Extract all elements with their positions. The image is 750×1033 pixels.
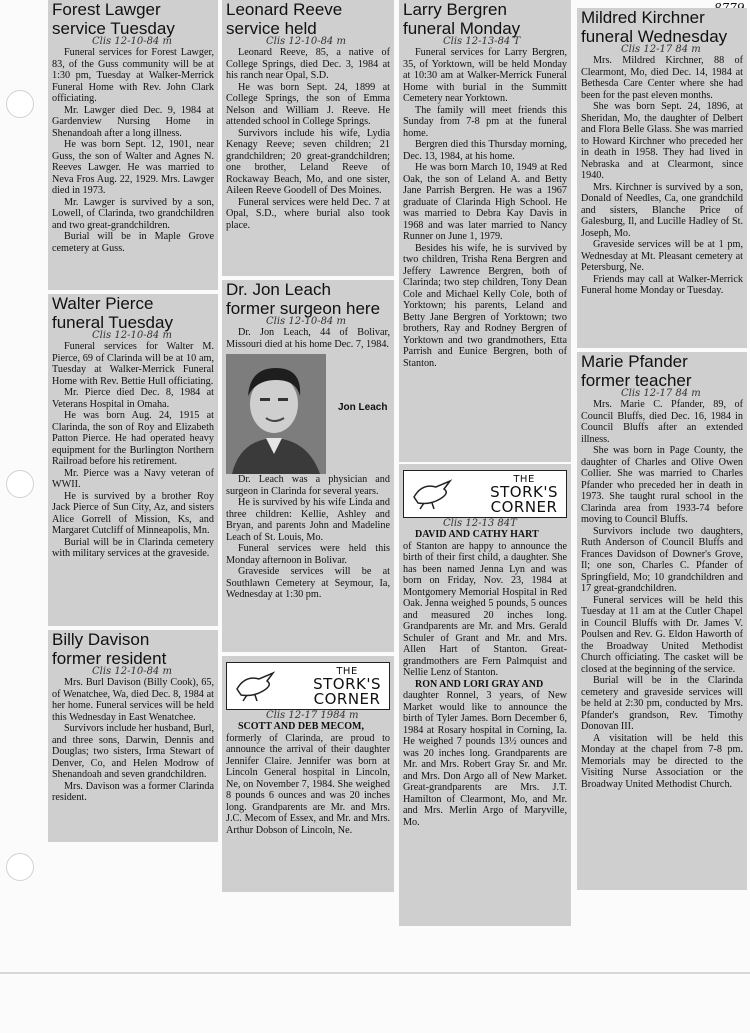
handwritten-date: Clis 12-13 84T [443,518,517,529]
headline: Larry Bergren [403,0,507,19]
paragraph: Mrs. Davison was a former Clarinda resident. [52,780,214,803]
handwritten-date: Clis 12-17 84 m [621,388,701,399]
paragraph: He is survived by a brother Roy Jack Pierce of Sun City, Az, and sisters Alice Gorrell of Mission, Ks, and Margaret Cutcliff of Minneapolis, Mn. [52,490,214,536]
paragraph: Leonard Reeve, 85, a native of College Springs, died Dec. 3, 1984 at his ranch near Opal, S.D. [226,47,390,81]
paragraph: Graveside services will be at Southlawn Cemetery at Seymour, Ia, Wednesday at 1:30 pm. [226,566,390,600]
handwritten-date: Clis 12-13-84 T [443,36,521,47]
article-body [52,47,214,254]
headline: former surgeon here [226,299,381,318]
article-body [52,677,214,804]
stork-icon [410,477,456,511]
clipping-pierce [48,294,218,626]
paragraph: Besides his wife, he is survived by two children, Trisha Rena Bergren and Jeffery Lawrence Bergren, both of Clarinda; two step children, Tony Dean Cole and Michael Kelly Cole, both of Yorktown; his parents, Leland and Betty Jane Bergren of Yorktown; two brothers, Ray and Rodney Bergren of Yorktown and two grandmothers, Etta Parrish and Eunice Bergren, both of Stanton. [403,242,567,369]
banner-title [313,666,381,707]
banner-line: THE [513,474,535,485]
photo-caption: Jon Leach [338,402,388,413]
paragraph: He was born March 10, 1949 at Red Oak, the son of Leland A. and Betty Jane Parrish Bergren. He was a 1967 graduate of Clarinda High School. He was married to Debra Kay Davis in 1968 and was later married to Nancy Runner on June 1, 1979. [403,162,567,242]
paragraph: She was born in Page County, the daughter of Charles and Olive Owen Collier. She was married to Charles Pfander who preceded her in death in 1973. She taught rural school in the Clarinda area from 1933-74 before moving to Council Bluffs. [581,445,743,525]
banner-line: CORNER [313,690,381,708]
paragraph: Funeral services for Forest Lawger, 83, of the Guss community will be at 1:30 pm, Tuesday at Walker-Merrick Funeral Home with Rev. John Clark officiating. [52,47,214,104]
clipping-leach [222,280,394,652]
headline: service Tuesday [52,19,175,38]
clipping-stork-hart-gray [399,464,571,926]
handwritten-date: Clis 12-10-84 m [92,666,172,677]
clipping-lawger [48,0,218,290]
headline: funeral Tuesday [52,313,173,332]
paragraph: A visitation will be held this Monday at the chapel from 7-8 pm. Memorials may be directed to the Visiting Nurse Association or the Broadway United Methodist Church. [581,732,743,790]
clipping-davison [48,630,218,842]
paragraph: He is survived by his wife Linda and three children: Kellie, Ashley and Bryan, and parents John and Madeline Leach of St. Louis, Mo. [226,497,390,543]
announcement-lead: RON AND LORI GRAY AND [415,678,544,690]
article-body [226,474,390,601]
paragraph: Survivors include her husband, Burl, and three sons, Darwin, Dennis and Douglas; two sisters, Irma Stewart of Denver, Co, and Helen Modrow of Shenandoah and seven grandchildren. [52,723,214,780]
headline: Billy Davison [52,630,150,649]
article-body [226,47,390,231]
paragraph: Burial will be in Clarinda cemetery with military services at the graveside. [52,536,214,559]
binder-hole [6,853,34,881]
stork-icon [233,669,279,703]
paragraph: The family will meet friends this Sunday from 7-8 pm at the funeral home. [403,104,567,139]
headline: Forest Lawger [52,0,161,19]
paragraph [403,529,567,541]
paragraph: Mrs. Burl Davison (Billy Cook), 65, of Wenatchee, Wa, died Dec. 8, 1984 at her home. Funeral services will be held this Wednesday in East Wenatchee. [52,677,214,723]
paragraph: Funeral services for Walter M. Pierce, 69 of Clarinda will be at 10 am, Tuesday at Walker-Merrick Funeral Home with Rev. Bettie Hull officiating. [52,341,214,387]
paragraph: of Stanton are happy to announce the birth of their first child, a daughter. She has been named Jenna Lyn and was born on Friday, Nov. 23, 1984 at Montgomery Memorial Hospital in Red Oak. Jenna weighed 5 pounds, 5 ounces and measured 20 inches long. Grandparents are Mr. and Mrs. Gerald Schuler of Grant and Mr. and Mrs. Allen Hart of Stanton. Great-grandmothers are Fern Palmquist and Nellie Lenz of Stanton. [403,540,567,678]
storks-corner-banner [403,470,567,518]
headline: Marie Pfander [581,352,688,371]
announcement-lead: DAVID AND CATHY HART [415,529,539,540]
banner-line: CORNER [490,498,558,516]
paragraph: Friends may call at Walker-Merrick Funeral home Monday or Tuesday. [581,273,743,296]
paragraph: Funeral services for Larry Bergren, 35, of Yorktown, will be held Monday at 10:30 am at Walker-Merrick Funeral Home with burial in the Summitt Cemetery near Yorktown. [403,47,567,104]
paragraph: Mr. Lawger died Dec. 9, 1984 at Gardenview Nursing Home in Shenandoah after a long illness. [52,104,214,139]
handwritten-date: Clis 12-10-84 m [266,36,346,47]
article-body [226,721,390,836]
announcement-lead: SCOTT AND DEB MECOM, [238,721,364,732]
handwritten-date: Clis 12-10-84 m [92,36,172,47]
headline: Mildred Kirchner [581,8,705,27]
paragraph [226,721,390,733]
headline: Walter Pierce [52,294,154,313]
paragraph: formerly of Clarinda, are proud to announce the arrival of their daughter Jennifer Claire. Jennifer was born at Lincoln General hospital in Lincoln, Ne, on November 7, 1984. She weighed 8 pounds 6 ounces and was 20 inches long. Grandparents are Mr. and Mrs. J.C. Mecom of Essex, and Mr. and Mrs. Arthur Dobson of Lincoln, Ne. [226,732,390,836]
handwritten-date: Clis 12-10-84 m [92,330,172,341]
page-divider [0,972,750,974]
paragraph: Mr. Pierce died Dec. 8, 1984 at Veterans Hospital in Omaha. [52,387,214,410]
headline: former resident [52,649,167,668]
storks-corner-banner [226,662,390,710]
paragraph: Funeral services will be held this Tuesday at 11 am at the Cutler Chapel in Council Bluffs with Dr. James V. Poulsen and Rev. G. Eldon Haworth of the Broadway United Methodist Church officiating. The casket will be closed at the beginning of the service. [581,594,743,675]
headline: Dr. Jon Leach [226,280,331,299]
paragraph: Graveside services will be at 1 pm, Wednesday at Mt. Pleasant cemetery at Petersburg, Ne. [581,239,743,273]
banner-title [490,474,558,515]
article-body [226,327,390,350]
clipping-stork-mecom [222,656,394,892]
article-body [52,341,214,560]
handwritten-date: Clis 12-17 1984 m [266,710,359,721]
banner-line: THE [336,666,358,677]
headline: Leonard Reeve [226,0,343,19]
photo-block [226,350,390,474]
paragraph: He was born Sept. 12, 1901, near Guss, the son of Walter and Agnes N. Reeves Lawger. He was married to Neva Fros Aug. 22, 1929. Mrs. Lawger died in 1973. [52,139,214,196]
paragraph [403,679,567,691]
handwritten-date: Clis 12-10-84 m [266,316,346,327]
paragraph: Bergren died this Thursday morning, Dec. 13, 1984, at his home. [403,139,567,162]
binder-hole [6,470,34,498]
paragraph: Mr. Pierce was a Navy veteran of WWII. [52,467,214,490]
paragraph: Funeral services were held this Monday afternoon in Bolivar. [226,543,390,566]
headline: funeral Wednesday [581,27,728,46]
article-body [581,399,743,790]
paragraph: Mr. Lawger is survived by a son, Lowell, of Clarinda, two grandchildren and two great-grandchildren. [52,196,214,231]
paragraph: He was born Sept. 24, 1899 at College Springs, the son of Emma Nelson and William J. Reeve. He attended school in College Springs. [226,81,390,127]
clipping-reeve [222,0,394,276]
clipping-bergren [399,0,571,462]
paragraph: Burial will be in Maple Grove cemetery at Guss. [52,231,214,254]
paragraph: Mrs. Marie C. Pfander, 89, of Council Bluffs, died Dec. 16, 1984 in Council Bluffs after an extended illness. [581,399,743,445]
article-body [403,47,567,369]
paragraph: daughter Ronnel, 3 years, of New Market would like to announce the birth of Tyler James. Born December 6, 1984 at Rosary hospital in Corning, Ia. He weighed 7 pounds 13½ ounces and was 20 inches long. Grandparents are Mr. and Mrs. Robert Gray Sr. and Mr. and Mrs. Don Argo all of New Market. Great-grandparents are Mrs. J.T. Hamilton of Clearmont, Mo, and Mr. and Mrs. Merlin Argo of Maryville, Mo. [403,690,567,828]
clipping-pfander [577,352,747,890]
article-body [581,55,743,297]
portrait-photo [226,354,326,474]
paragraph: She was born Sept. 24, 1896, at Sheridan, Mo, the daughter of Delbert and Flora Belle Glass. She was married to Howard Kirchner who preceded her in death in 1958. They had lived in Nebraska and at Clearmont, since 1940. [581,101,743,181]
paragraph: Survivors include his wife, Lydia Kenagy Reeve; seven children; 21 grandchildren; 20 great-grandchildren; one brother, Leland Reeve of Rockaway Beach, Mo, and one sister, Aileen Reeve Goodell of Des Moines. [226,127,390,196]
banner-line: STORK'S [490,483,558,501]
article-body [403,529,567,828]
binder-hole [6,90,34,118]
paragraph: Funeral services were held Dec. 7 at Opal, S.D., where burial also took place. [226,196,390,231]
paragraph: Dr. Leach was a physician and surgeon in Clarinda for several years. [226,474,390,497]
paragraph: Dr. Jon Leach, 44 of Bolivar, Missouri died at his home Dec. 7, 1984. [226,327,390,350]
paragraph: Mrs. Mildred Kirchner, 88 of Clearmont, Mo, died Dec. 14, 1984 at Bethesda Care Center where she had been for the past eleven months. [581,55,743,101]
handwritten-date: Clis 12-17 84 m [621,44,701,55]
clipping-kirchner [577,8,747,348]
headline: service held [226,19,317,38]
paragraph: Burial will be in the Clarinda cemetery and graveside services will be held at 2:30 pm, conducted by Mrs. Pfander's grandson, Rev. Timothy Donovan III. [581,675,743,732]
headline: former teacher [581,371,692,390]
paragraph: Mrs. Kirchner is survived by a son, Donald of Needles, Ca, one grandchild and sisters, Blanche Price of Galesburg, Il, and Lucille Hadley of St. Joseph, Mo. [581,181,743,239]
paragraph: He was born Aug. 24, 1915 at Clarinda, the son of Roy and Elizabeth Patton Pierce. He had operated heavy equipment for the Burlington Northern Railroad before his retirement. [52,410,214,467]
paragraph: Survivors include two daughters, Ruth Anderson of Council Bluffs and Frances Davidson of Downer's Grove, Il; one son, Charles C. Pfander of Springfield, Mo; 10 grandchildren and 17 great-grandchildren. [581,525,743,594]
banner-line: STORK'S [313,675,381,693]
headline: funeral Monday [403,19,521,38]
